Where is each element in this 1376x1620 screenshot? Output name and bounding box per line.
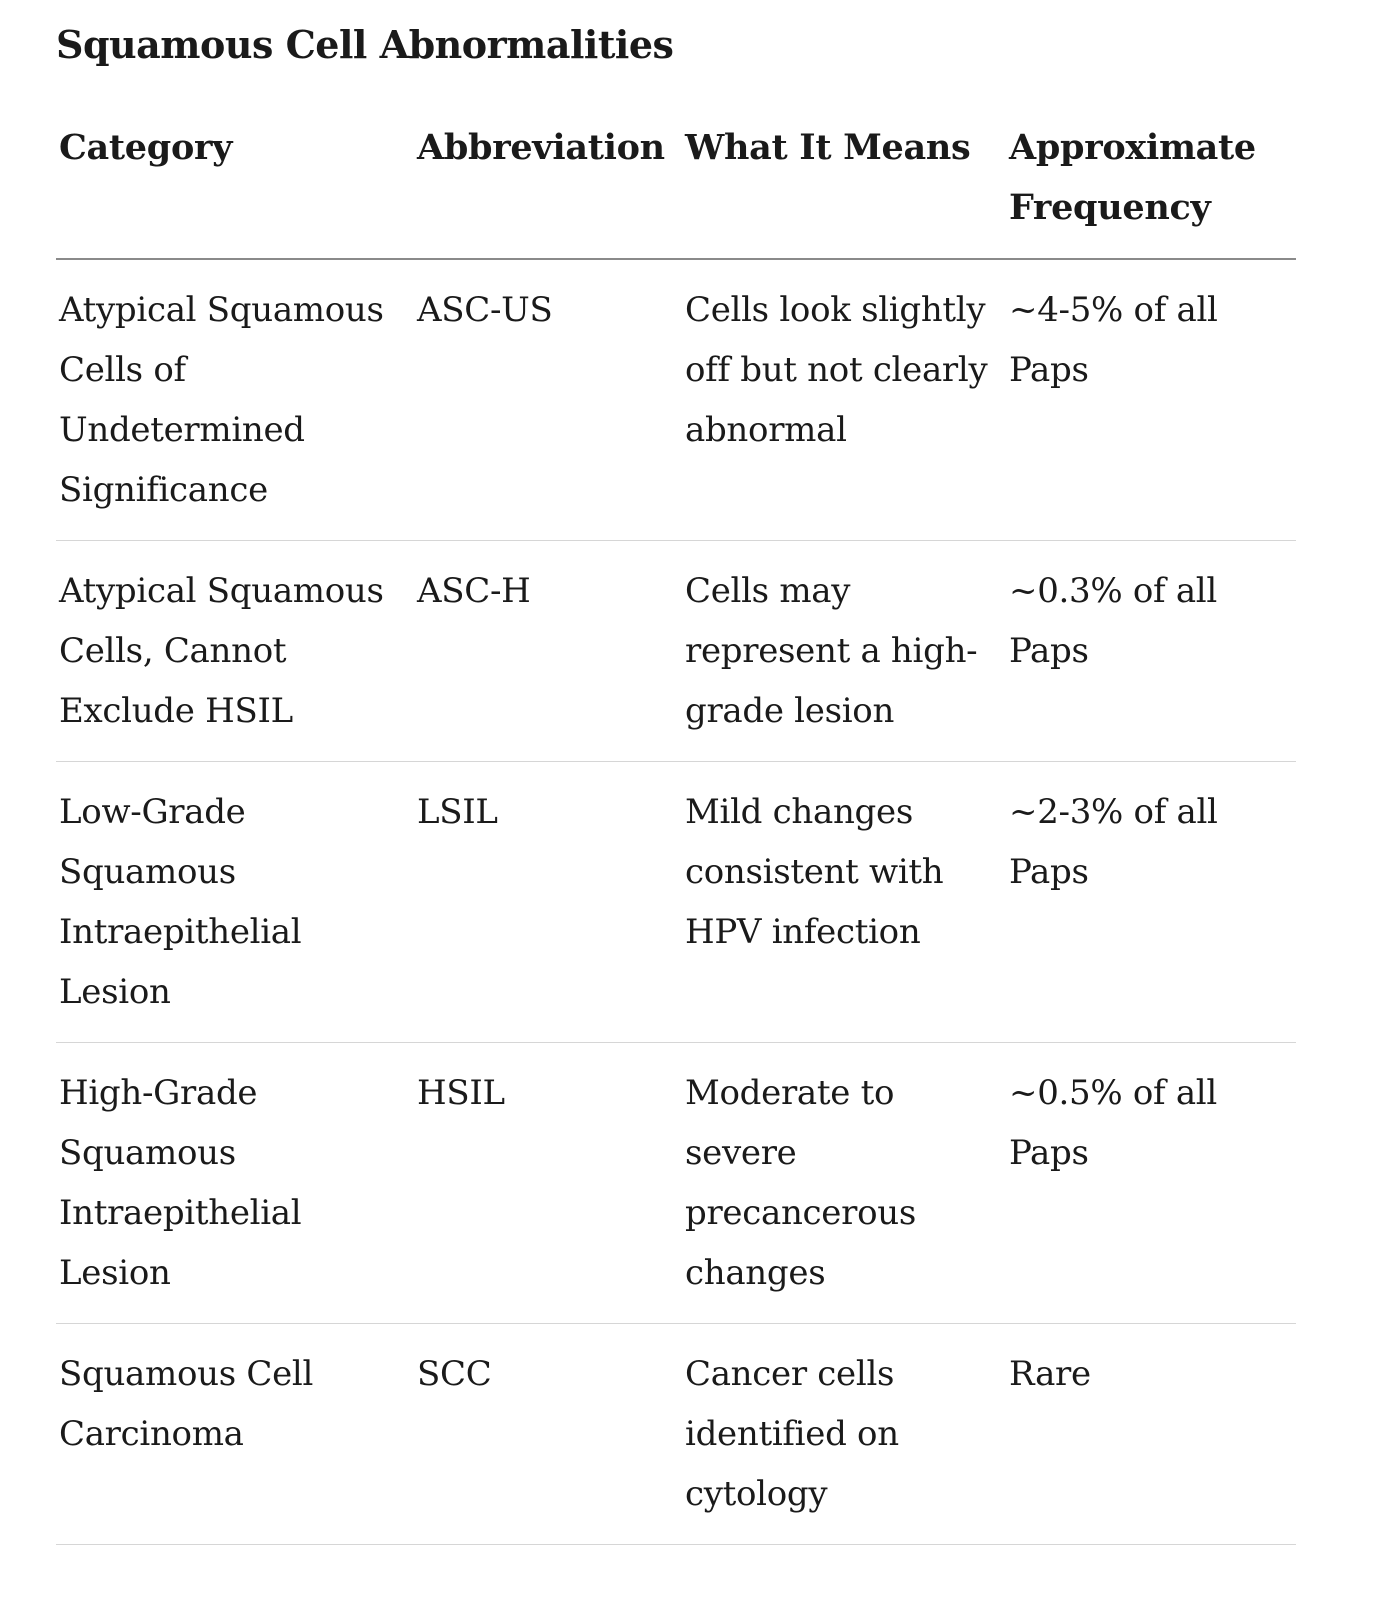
abnormalities-table xyxy=(56,118,1296,1545)
cell-category: Atypical Squamous Cells of Undetermined Significance xyxy=(56,259,414,541)
cell-abbreviation: HSIL xyxy=(414,1043,682,1324)
cell-abbreviation: SCC xyxy=(414,1324,682,1545)
cell-abbreviation: ASC-US xyxy=(414,259,682,541)
header-abbreviation: Abbreviation xyxy=(414,118,682,259)
cell-category: Atypical Squamous Cells, Cannot Exclude HSIL xyxy=(56,541,414,762)
cell-frequency: ~0.3% of all Paps xyxy=(1006,541,1296,762)
cell-abbreviation: ASC-H xyxy=(414,541,682,762)
table-row xyxy=(56,762,1296,1043)
table-header-row xyxy=(56,118,1296,259)
cell-abbreviation: LSIL xyxy=(414,762,682,1043)
section-title: Squamous Cell Abnormalities xyxy=(56,22,674,67)
cell-meaning: Mild changes consistent with HPV infection xyxy=(682,762,1006,1043)
table-row xyxy=(56,541,1296,762)
cell-meaning: Cancer cells identified on cytology xyxy=(682,1324,1006,1545)
cell-frequency: ~0.5% of all Paps xyxy=(1006,1043,1296,1324)
table-row xyxy=(56,1324,1296,1545)
cell-meaning: Cells look slightly off but not clearly abnormal xyxy=(682,259,1006,541)
cell-frequency: Rare xyxy=(1006,1324,1296,1545)
header-frequency: Approximate Frequency xyxy=(1006,118,1296,259)
cell-category: High-Grade Squamous Intraepithelial Lesion xyxy=(56,1043,414,1324)
header-category: Category xyxy=(56,118,414,259)
cell-meaning: Cells may represent a high-grade lesion xyxy=(682,541,1006,762)
header-meaning: What It Means xyxy=(682,118,1006,259)
table-row xyxy=(56,259,1296,541)
cell-frequency: ~4-5% of all Paps xyxy=(1006,259,1296,541)
cell-frequency: ~2-3% of all Paps xyxy=(1006,762,1296,1043)
cell-category: Squamous Cell Carcinoma xyxy=(56,1324,414,1545)
table-row xyxy=(56,1043,1296,1324)
cell-category: Low-Grade Squamous Intraepithelial Lesion xyxy=(56,762,414,1043)
cell-meaning: Moderate to severe precancerous changes xyxy=(682,1043,1006,1324)
